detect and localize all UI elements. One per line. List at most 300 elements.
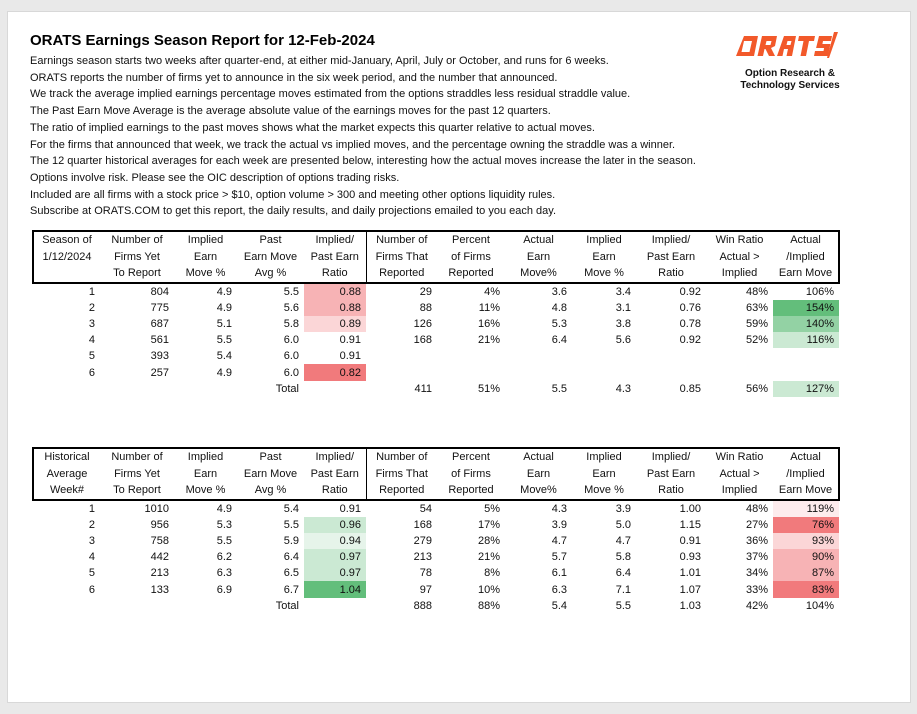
table-cell: 48%	[745, 285, 768, 298]
table-cell: 5.9	[283, 534, 299, 547]
table-cell: 87%	[773, 565, 839, 581]
table-cell: 1010	[144, 502, 169, 515]
table-cell: 29	[419, 285, 432, 298]
column-header-line: Percent	[452, 234, 490, 246]
table-cell: 3.8	[615, 317, 631, 330]
column-header	[237, 231, 304, 283]
table-cell: 0.96	[304, 517, 366, 533]
column-header	[33, 231, 100, 283]
table-cell: 4.3	[551, 502, 567, 515]
column-header	[437, 231, 505, 283]
table-cell: 16%	[477, 317, 500, 330]
table-cell: 0.92	[679, 285, 701, 298]
column-header-line: To Report	[113, 484, 161, 496]
column-header-line: Actual >	[719, 467, 760, 480]
table-cell: 2	[88, 301, 95, 314]
column-header-line: Past	[259, 234, 282, 246]
table-cell: 5.5	[283, 518, 299, 531]
column-header-line: Avg %	[254, 267, 287, 279]
column-header-line: Move %	[185, 484, 226, 496]
table-cell	[572, 348, 636, 364]
column-header-line: /Implied	[786, 250, 825, 263]
table-cell: 33%	[745, 583, 768, 596]
table-cell	[437, 364, 505, 380]
intro-line: Included are all firms with a stock price > $10, option volume > 300 and meeting other options liquidity rules.	[30, 188, 556, 201]
column-header	[636, 231, 706, 283]
table-cell: 0.94	[304, 533, 366, 549]
table-cell: 88%	[477, 599, 500, 612]
column-header-line: Season of	[42, 234, 92, 246]
table-cell: 106%	[805, 285, 834, 298]
column-header	[304, 448, 366, 500]
table-cell: 90%	[773, 549, 839, 565]
table-cell: 63%	[745, 301, 768, 314]
column-header	[100, 448, 174, 500]
table-cell: 442	[150, 551, 169, 564]
table-cell: 4	[88, 334, 95, 347]
table-cell: 213	[150, 567, 169, 580]
table-cell: 168	[413, 518, 432, 531]
column-header-line: Implied	[187, 451, 224, 463]
column-header	[773, 231, 839, 283]
table-cell: 0.91	[339, 502, 361, 515]
column-header-line: Earn	[193, 250, 218, 263]
table-cell: 4.9	[216, 301, 232, 314]
column-header-line: Implied/	[315, 451, 355, 463]
column-header-line: Implied	[586, 451, 622, 463]
table-row	[33, 332, 839, 348]
table-cell: 88	[419, 301, 432, 314]
table-cell: 4.7	[615, 534, 631, 547]
intro-line: Subscribe at ORATS.COM to get this report, the daily results, and daily projections emailed to you each day.	[30, 205, 557, 218]
table-cell: 6.4	[551, 334, 567, 347]
column-header-line: Earn	[592, 250, 616, 263]
table-cell	[100, 598, 174, 614]
table-total-row	[33, 598, 839, 614]
table-cell: 411	[414, 382, 432, 395]
table-cell	[174, 381, 237, 397]
table-cell	[636, 348, 706, 364]
table-cell: 116%	[773, 332, 839, 348]
table-cell: 6.4	[283, 551, 299, 564]
column-header-line: /Implied	[786, 467, 825, 480]
table-cell: 6.5	[283, 567, 299, 580]
column-header-line: Implied/	[651, 234, 691, 246]
column-header-line: Percent	[452, 451, 490, 463]
table-cell: 34%	[745, 567, 768, 580]
table-cell: 6.3	[551, 583, 567, 596]
column-header	[100, 231, 174, 283]
table-cell: 104%	[805, 599, 834, 612]
table-cell: 6	[88, 583, 95, 596]
table-cell	[437, 348, 505, 364]
table-cell: 42%	[745, 599, 768, 612]
table-cell: 3	[88, 317, 95, 330]
column-header-line: Implied	[586, 234, 622, 246]
column-header-line: 1/12/2024	[42, 250, 92, 263]
intro-line: ORATS reports the number of firms yet to announce in the six week period, and the number that announced.	[30, 71, 558, 84]
orats-wordmark-logo	[730, 32, 850, 66]
intro-line: For the firms that announced that week, we track the actual vs implied moves, and the percentage owning the straddle was a winner.	[30, 138, 676, 151]
table-cell: 393	[150, 350, 169, 363]
table-cell: 5.1	[216, 317, 232, 330]
column-header-line: Earn Move	[778, 484, 833, 496]
table-cell: 11%	[478, 301, 500, 314]
column-header-line: Actual >	[719, 250, 760, 263]
table-cell: 5%	[484, 502, 500, 515]
table-cell	[505, 348, 572, 364]
table-cell: 5.6	[615, 334, 631, 347]
table-cell	[706, 348, 773, 364]
season-table	[32, 230, 840, 397]
column-header-line: Earn	[193, 467, 218, 480]
table-row	[33, 283, 839, 300]
table-cell: 775	[150, 301, 169, 314]
table-cell: 5.5	[551, 382, 567, 395]
column-header	[437, 448, 505, 500]
table-cell	[706, 364, 773, 380]
table-cell	[33, 598, 100, 614]
table-cell: 3.9	[551, 518, 567, 531]
table-cell: 0.97	[304, 565, 366, 581]
table-cell: 4.7	[551, 534, 567, 547]
column-header	[706, 448, 773, 500]
table-cell: 6.0	[283, 334, 299, 347]
table-cell: 4%	[484, 285, 500, 298]
table-cell: 5.5	[615, 599, 631, 612]
table-row	[33, 565, 839, 581]
column-header-line: Move %	[584, 267, 624, 279]
table-cell: 1.00	[679, 502, 701, 515]
table-cell: 4.9	[216, 502, 232, 515]
column-header-line: Ratio	[321, 267, 348, 279]
table-cell: 37%	[745, 551, 768, 564]
intro-line: The ratio of implied earnings to the past moves shows what the market expects this quarter relative to actual moves.	[30, 121, 595, 134]
column-header-line: Number of	[376, 234, 428, 246]
column-header-line: Number of	[376, 451, 428, 463]
table-cell	[572, 364, 636, 380]
column-header-line: Implied	[187, 234, 224, 246]
table-cell: 78	[419, 567, 432, 580]
table-cell: 0.78	[679, 317, 701, 330]
table-cell: 5	[88, 350, 95, 363]
table-cell: 0.91	[339, 350, 361, 363]
table-cell: 17%	[477, 518, 500, 531]
table-cell	[636, 364, 706, 380]
table-total-row	[33, 381, 839, 397]
table-cell	[366, 348, 437, 364]
column-header-line: Implied/	[315, 234, 355, 246]
table-cell: 0.91	[339, 334, 361, 347]
column-header-line: Actual	[790, 234, 821, 246]
table-cell: 1.04	[304, 581, 366, 597]
column-header	[33, 448, 100, 500]
table-cell: 140%	[773, 316, 839, 332]
column-header-line: To Report	[113, 267, 161, 279]
table-cell: 888	[413, 599, 432, 612]
historical-table	[32, 447, 840, 614]
column-header-line: Actual	[523, 234, 554, 246]
table-cell: 6.2	[216, 551, 232, 564]
table-cell: 5.4	[283, 502, 299, 515]
column-header-line: Ratio	[658, 267, 684, 279]
table-cell: 5.8	[615, 551, 631, 564]
column-header-line: Earn	[526, 467, 551, 480]
column-header	[304, 231, 366, 283]
table-cell: 5.0	[615, 518, 631, 531]
table-cell: 758	[150, 534, 169, 547]
table-cell: 0.85	[679, 382, 701, 395]
table-cell: 0.82	[304, 364, 366, 380]
table-cell: 1.15	[679, 518, 701, 531]
column-header-line: Firms Yet	[114, 467, 160, 480]
column-header-line: Implied	[721, 484, 758, 496]
table-cell: 5.3	[551, 317, 567, 330]
column-header	[237, 448, 304, 500]
table-cell: 6.1	[551, 567, 567, 580]
table-cell: 0.97	[304, 549, 366, 565]
table-cell	[100, 381, 174, 397]
table-cell: 3.1	[615, 301, 631, 314]
table-row	[33, 533, 839, 549]
column-header-line: Reported	[448, 267, 494, 279]
table-cell: 126	[413, 317, 432, 330]
report-page	[8, 12, 910, 702]
table-cell: 561	[150, 334, 169, 347]
table-cell: 0.88	[304, 300, 366, 316]
column-header	[706, 231, 773, 283]
table-cell: 0.89	[304, 316, 366, 332]
intro-text	[30, 53, 750, 220]
table-row	[33, 316, 839, 332]
table-cell: 59%	[745, 317, 768, 330]
intro-line: The Past Earn Move Average is the average absolute value of the earnings moves for the past 12 quarters.	[30, 105, 551, 118]
table-cell: 119%	[773, 500, 839, 517]
column-header-line: Win Ratio	[715, 451, 764, 463]
column-header-line: Actual	[523, 451, 554, 463]
table-cell: 51%	[477, 382, 500, 395]
table-cell: 3.4	[615, 285, 631, 298]
column-header	[505, 231, 572, 283]
table-row	[33, 500, 839, 517]
table-cell: 7.1	[615, 583, 631, 596]
table-cell: 1	[88, 285, 95, 298]
column-header-line: Earn	[526, 250, 551, 263]
table-cell: 279	[413, 534, 432, 547]
column-header	[174, 448, 237, 500]
table-cell: 5.3	[216, 518, 232, 531]
table-cell: 28%	[477, 534, 500, 547]
intro-line: Earnings season starts two weeks after quarter-end, at either mid-January, April, July or October, and runs for 6 weeks.	[30, 55, 609, 67]
column-header-line: Past Earn	[646, 250, 696, 263]
table-cell: 168	[413, 334, 432, 347]
table-row	[33, 517, 839, 533]
column-header-line: Earn Move	[778, 267, 833, 279]
column-header	[174, 231, 237, 283]
orats-logo	[730, 32, 850, 102]
table-cell: 4.9	[216, 285, 232, 298]
page-title: ORATS Earnings Season Report for 12-Feb-2024	[30, 32, 375, 49]
column-header-line: Average	[46, 467, 88, 480]
column-header-line: Avg %	[254, 484, 287, 496]
column-header-line: Implied/	[651, 451, 691, 463]
table-cell	[773, 348, 839, 364]
table-cell: 21%	[477, 551, 500, 564]
table-cell: 6.7	[283, 583, 299, 596]
table-cell: 133	[150, 583, 169, 596]
table-cell: 5.8	[283, 317, 299, 330]
column-header-line: Ratio	[658, 484, 684, 496]
column-header-line: Move %	[584, 484, 624, 496]
table-cell: 0.92	[679, 334, 701, 347]
column-header	[773, 448, 839, 500]
table-cell: 3	[88, 534, 95, 547]
table-row	[33, 348, 839, 364]
column-header-line: Earn	[592, 467, 616, 480]
table-cell: 1.01	[679, 567, 701, 580]
table-cell: 6.9	[216, 583, 232, 596]
column-header-line: Past Earn	[310, 250, 359, 263]
intro-line: We track the average implied earnings percentage moves estimated from the options straddles less residual straddle value.	[30, 88, 631, 101]
column-header-line: of Firms	[451, 250, 491, 263]
table-header-row	[33, 448, 839, 500]
table-cell: 36%	[745, 534, 768, 547]
table-cell: 5.6	[283, 301, 299, 314]
table-cell: 6	[88, 366, 95, 379]
table-cell: 1.03	[679, 599, 701, 612]
table-cell	[304, 381, 366, 397]
table-row	[33, 549, 839, 565]
table-cell: 1.07	[679, 583, 701, 596]
column-header-line: Firms That	[375, 250, 428, 263]
column-header-line: Week#	[49, 484, 85, 496]
table-cell: 6.4	[615, 567, 631, 580]
table-cell	[773, 364, 839, 380]
column-header-line: Firms That	[375, 467, 428, 480]
column-header	[366, 231, 437, 283]
table-cell: 1	[88, 502, 95, 515]
column-header-line: Earn Move	[243, 250, 298, 263]
table-cell	[174, 598, 237, 614]
table-cell: 27%	[745, 518, 768, 531]
column-header	[636, 448, 706, 500]
table-cell	[505, 364, 572, 380]
column-header-line: Past Earn	[310, 467, 359, 480]
total-label: Total	[275, 599, 299, 612]
table-cell: 5.4	[216, 350, 232, 363]
column-header	[505, 448, 572, 500]
column-header	[572, 448, 636, 500]
column-header-line: Move %	[185, 267, 226, 279]
table-cell: 54	[419, 502, 432, 515]
table-cell: 3.9	[615, 502, 631, 515]
logo-tagline-line1: Option Research &	[744, 68, 836, 79]
table-cell: 83%	[773, 581, 839, 597]
table-cell: 4	[88, 551, 95, 564]
table-cell: 6.3	[216, 567, 232, 580]
table-header-row	[33, 231, 839, 283]
column-header-line: Number of	[111, 451, 163, 463]
table-cell: 2	[88, 518, 95, 531]
column-header-line: of Firms	[451, 467, 491, 480]
table-cell: 0.93	[679, 551, 701, 564]
column-header-line: Reported	[448, 484, 494, 496]
column-header-line	[34, 265, 100, 282]
table-cell: 76%	[773, 517, 839, 533]
column-header-line: Ratio	[321, 484, 348, 496]
column-header-line: Firms Yet	[114, 250, 160, 263]
table-cell: 3.6	[551, 285, 567, 298]
column-header-line: Move%	[520, 267, 557, 279]
table-cell: 4.8	[551, 301, 567, 314]
table-cell: 127%	[773, 381, 839, 397]
table-cell: 5.4	[551, 599, 567, 612]
table-cell: 5.5	[283, 285, 299, 298]
column-header-line: Past Earn	[646, 467, 696, 480]
intro-line: The 12 quarter historical averages for each week are presented below, interesting how the actual moves increase the later in the season.	[30, 155, 696, 168]
table-cell: 52%	[745, 334, 768, 347]
table-cell: 154%	[773, 300, 839, 316]
table-cell	[366, 364, 437, 380]
column-header-line: Number of	[111, 234, 163, 246]
table-cell: 5.7	[551, 551, 567, 564]
table-cell: 10%	[477, 583, 500, 596]
column-header-line: Past	[259, 451, 282, 463]
column-header-line: Historical	[44, 451, 90, 463]
column-header-line: Earn Move	[243, 467, 298, 480]
table-cell: 5.5	[216, 334, 232, 347]
table-row	[33, 300, 839, 316]
logo-tagline-line2: Technology Services	[740, 80, 840, 91]
column-header	[572, 231, 636, 283]
column-header-line: Implied	[721, 267, 758, 279]
table-cell	[33, 381, 100, 397]
table-cell: 257	[150, 366, 169, 379]
table-cell: 0.91	[679, 534, 701, 547]
logo-tagline	[730, 68, 850, 92]
column-header-line: Move%	[520, 484, 557, 496]
table-cell: 213	[413, 551, 432, 564]
table-cell: 687	[150, 317, 169, 330]
table-cell: 93%	[773, 533, 839, 549]
table-row	[33, 364, 839, 380]
column-header-line: Actual	[790, 451, 821, 463]
table-cell: 56%	[745, 382, 768, 395]
intro-line: Options involve risk. Please see the OIC description of options trading risks.	[30, 171, 400, 184]
table-cell: 21%	[477, 334, 500, 347]
table-cell: 8%	[484, 567, 500, 580]
table-cell: 97	[419, 583, 432, 596]
table-cell: 6.0	[283, 350, 299, 363]
column-header-line: Reported	[379, 267, 425, 279]
total-label: Total	[275, 382, 299, 395]
column-header-line: Reported	[379, 484, 425, 496]
table-cell: 0.76	[679, 301, 701, 314]
table-cell: 0.88	[304, 283, 366, 300]
table-cell: 6.0	[283, 366, 299, 379]
table-row	[33, 581, 839, 597]
table-cell: 48%	[745, 502, 768, 515]
table-cell: 956	[150, 518, 169, 531]
column-header	[366, 448, 437, 500]
column-header-line: Win Ratio	[715, 234, 764, 246]
table-cell: 5	[88, 567, 95, 580]
table-cell	[304, 598, 366, 614]
table-cell: 4.9	[216, 366, 232, 379]
table-cell: 4.3	[615, 382, 631, 395]
table-cell: 5.5	[216, 534, 232, 547]
table-cell: 804	[150, 285, 169, 298]
